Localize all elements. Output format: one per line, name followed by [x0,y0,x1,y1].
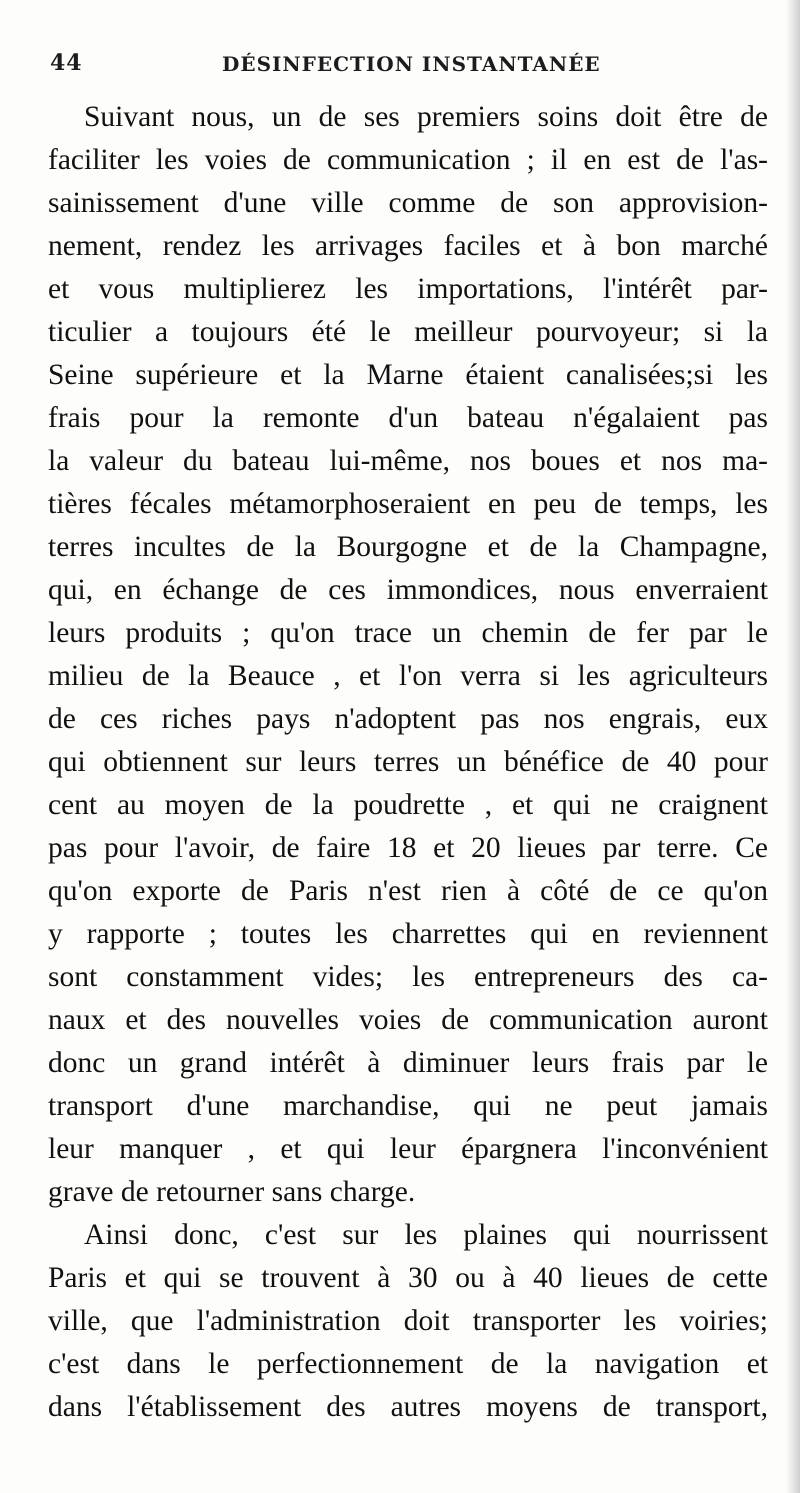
text-line: transport d'une marchandise, qui ne peut jamais [48,1090,768,1122]
text-line: leurs produits ; qu'on trace un chemin de fer par le [48,617,768,649]
text-line: ticulier a toujours été le meilleur pourvoyeur; si la [48,316,768,348]
page-number: 44 [50,50,83,76]
text-line: faciliter les voies de communication ; il en est de l'as- [48,144,768,176]
text-line: sainissement d'une ville comme de son approvision- [48,187,768,219]
text-line: milieu de la Beauce , et l'on verra si les agriculteurs [48,660,768,692]
text-line: qui obtiennent sur leurs terres un bénéfice de 40 pour [48,746,768,778]
body-text [48,96,768,1429]
text-line: c'est dans le perfectionnement de la navigation et [48,1348,768,1380]
running-head: DÉSINFECTION INSTANTANÉE [222,52,601,76]
page-edge-shadow [786,0,800,1493]
page-header [50,50,765,80]
text-line: sont constamment vides; les entrepreneurs des ca- [48,961,768,993]
text-line: Seine supérieure et la Marne étaient canalisées;si les [48,359,768,391]
text-line: frais pour la remonte d'un bateau n'égalaient pas [48,402,768,434]
text-line: nement, rendez les arrivages faciles et à bon marché [48,230,768,262]
paragraph-2 [48,1214,768,1429]
text-line: naux et des nouvelles voies de communication auront [48,1004,768,1036]
text-line: ville, que l'administration doit transporter les voiries; [48,1305,768,1337]
text-line: la valeur du bateau lui-même, nos boues et nos ma- [48,445,768,477]
text-line: Suivant nous, un de ses premiers soins doit être de [84,101,768,133]
text-line: Paris et qui se trouvent à 30 ou à 40 lieues de cette [48,1262,768,1294]
text-line: tières fécales métamorphoseraient en peu de temps, les [48,488,768,520]
text-line: qu'on exporte de Paris n'est rien à côté de ce qu'on [48,875,768,907]
text-line: qui, en échange de ces immondices, nous enverraient [48,574,768,606]
text-line: cent au moyen de la poudrette , et qui ne craignent [48,789,768,821]
text-line: y rapporte ; toutes les charrettes qui en reviennent [48,918,768,950]
paragraph-1 [48,96,768,1214]
text-line: pas pour l'avoir, de faire 18 et 20 lieues par terre. Ce [48,832,768,864]
text-line: leur manquer , et qui leur épargnera l'inconvénient [48,1133,768,1165]
text-line: terres incultes de la Bourgogne et de la Champagne, [48,531,768,563]
text-line: et vous multiplierez les importations, l'intérêt par- [48,273,768,305]
text-line: de ces riches pays n'adoptent pas nos engrais, eux [48,703,768,735]
text-line: grave de retourner sans charge. [48,1176,416,1208]
text-line: donc un grand intérêt à diminuer leurs frais par le [48,1047,768,1079]
text-line: dans l'établissement des autres moyens de transport, [48,1391,768,1423]
text-line: Ainsi donc, c'est sur les plaines qui nourrissent [84,1219,768,1251]
